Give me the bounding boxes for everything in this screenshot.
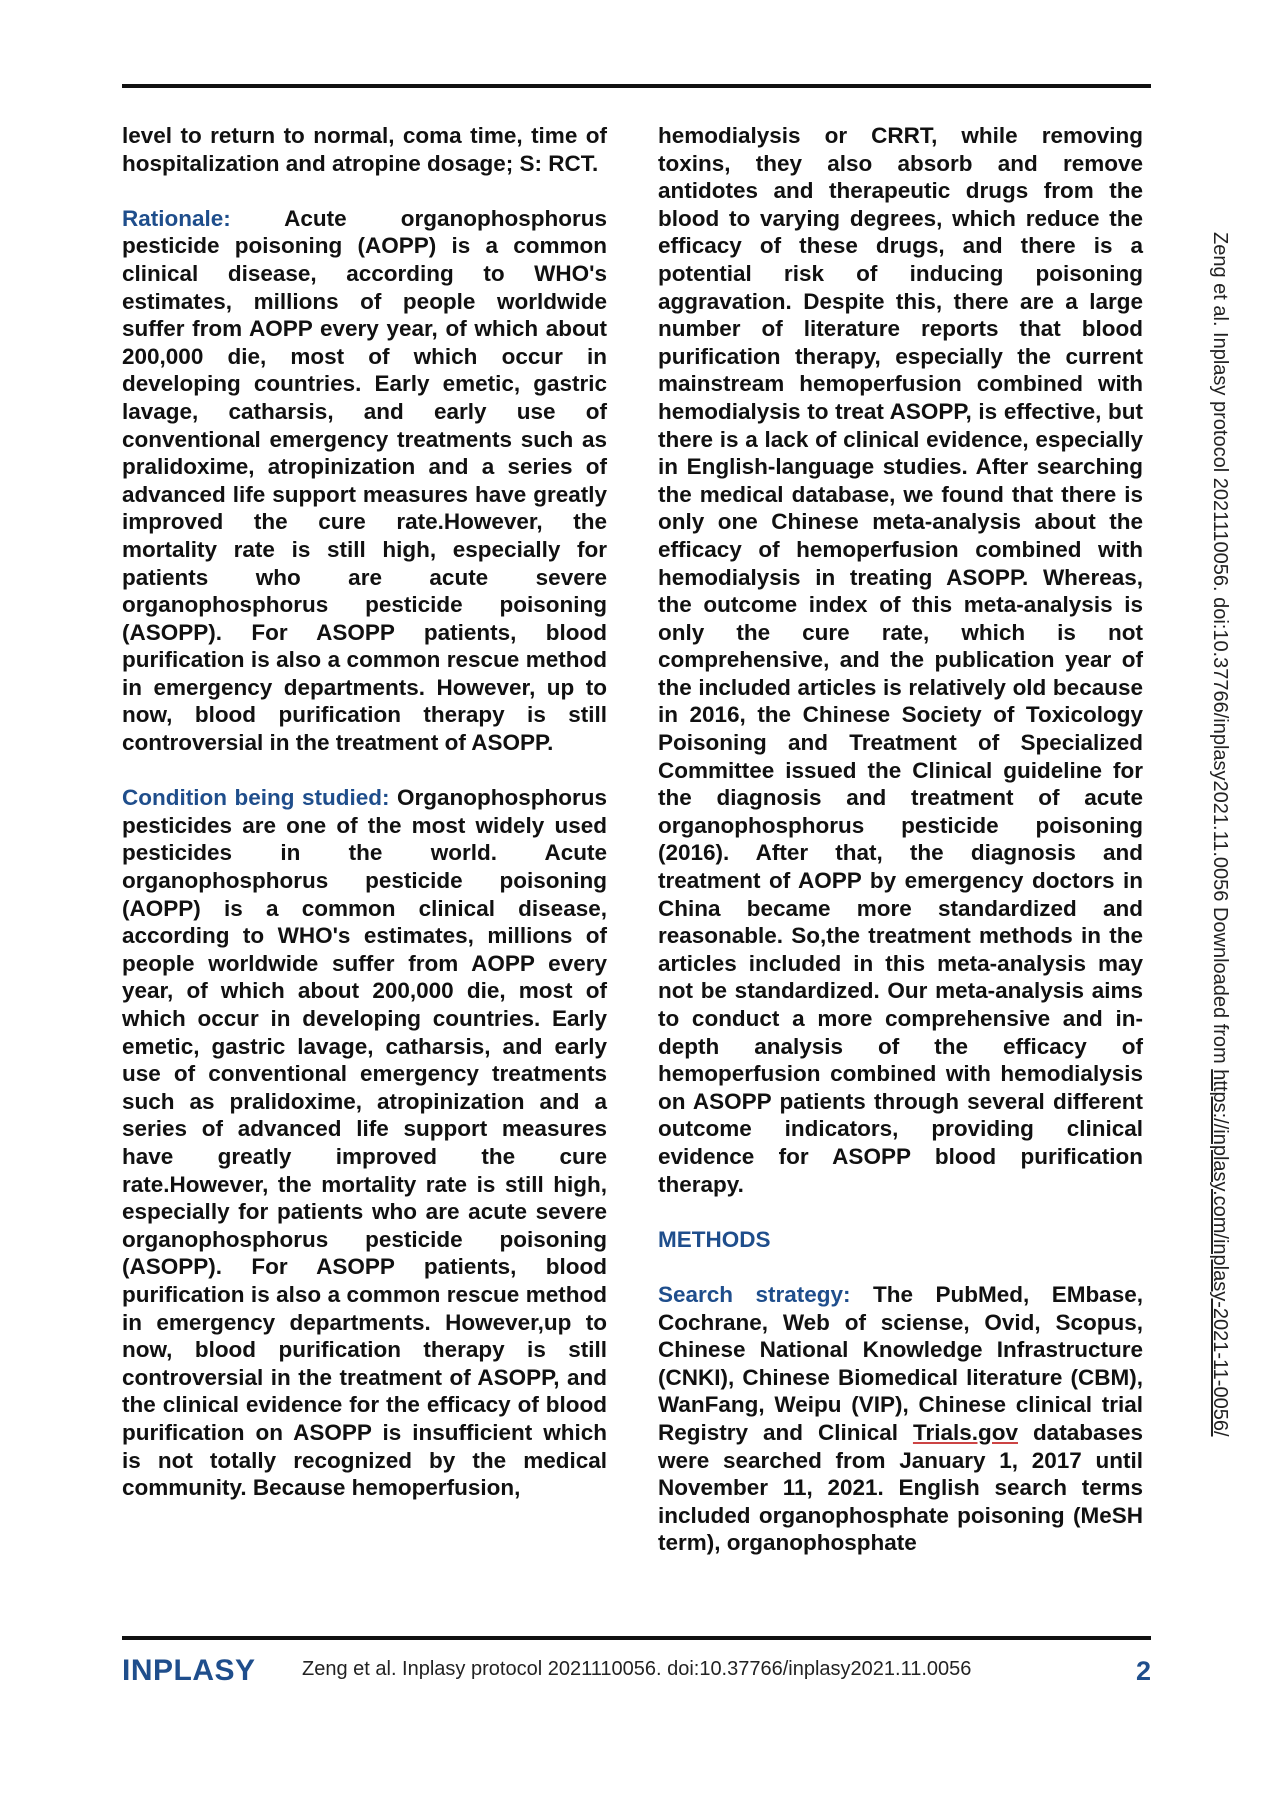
search-strategy-paragraph [658, 1281, 1143, 1557]
left-column [122, 122, 607, 1529]
footer-citation: Zeng et al. Inplasy protocol 2021110056. doi:10.37766/inplasy2021.11.0056 [302, 1658, 972, 1680]
rationale-text: Acute organophosphorus pesticide poisoning (AOPP) is a common clinical disease, according to WHO's estimates, millions of people worldwide suffer from AOPP every year, of which about 200,000 die, most of which occur in developing countries. Early emetic, gastric lavage, catharsis, and early use of conventional emergency treatments such as pralidoxime, atropinization and a series of advanced life support measures have greatly improved the cure rate.However, the mortality rate is still high, especially for patients who are acute severe organophosphorus pesticide poisoning (ASOPP). For ASOPP patients, blood purification is also a common rescue method in emergency departments. However, up to now, blood purification therapy is still controversial in the treatment of ASOPP. [122, 205, 607, 756]
methods-heading: METHODS [658, 1226, 771, 1252]
side-download-note [1208, 232, 1232, 1552]
page-footer [122, 1654, 1151, 1694]
side-note-link[interactable]: https://inplasy.com/inplasy-2021-11-0056/ [1209, 1069, 1231, 1437]
search-text-before: The PubMed, EMbase, Cochrane, Web of sciense, Ovid, Scopus, Chinese National Knowledge Infrastructure (CNKI), Chinese Biomedical literature (CBM), WanFang, Weipu (VIP), Chinese clinical trial Registry and Clinical [658, 1281, 1143, 1445]
continued-paragraph: level to return to normal, coma time, time of hospitalization and atropine dosage; S: RCT. [122, 123, 607, 176]
search-strategy-heading: Search strategy: [658, 1281, 851, 1307]
inplasy-logo: INPLASY [122, 1654, 256, 1687]
right-column [658, 122, 1143, 1584]
bottom-rule [122, 1636, 1151, 1640]
page-number: 2 [1135, 1656, 1151, 1686]
top-rule [122, 84, 1151, 88]
condition-paragraph [122, 784, 607, 1501]
rationale-paragraph [122, 205, 607, 757]
rationale-heading: Rationale: [122, 205, 231, 231]
trials-gov-link[interactable]: Trials.gov [912, 1419, 1018, 1445]
side-note-text: Zeng et al. Inplasy protocol 2021110056. doi:10.37766/inplasy2021.11.0056 Downloaded from [1209, 232, 1231, 1070]
search-text-after: databases were searched from January 1, 2017 until November 11, 2021. English search terms included organophosphate poisoning (MeSH term), organophosphate [658, 1419, 1144, 1556]
continued-paragraph-right: hemodialysis or CRRT, while removing toxins, they also absorb and remove antidotes and therapeutic drugs from the blood to varying degrees, which reduce the efficacy of these drugs, and there is a potential risk of inducing poisoning aggravation. Despite this, there are a large number of literature reports that blood purification therapy, especially the current mainstream hemoperfusion combined with hemodialysis to treat ASOPP, is effective, but there is a lack of clinical evidence, especially in English-language studies. After searching the medical database, we found that there is only one Chinese meta-analysis about the efficacy of hemoperfusion combined with hemodialysis in treating ASOPP. Whereas, the outcome index of this meta-analysis is only the cure rate, which is not comprehensive, and the publication year of the included articles is relatively old because in 2016, the Chinese Society of Toxicology Poisoning and Treatment of Specialized Committee issued the Clinical guideline for the diagnosis and treatment of acute organophosphorus pesticide poisoning (2016). After that, the diagnosis and treatment of AOPP by emergency doctors in China became more standardized and reasonable. So,the treatment methods in the articles included in this meta-analysis may not be standardized. Our meta-analysis aims to conduct a more comprehensive and in-depth analysis of the efficacy of hemoperfusion combined with hemodialysis on ASOPP patients through several different outcome indicators, providing clinical evidence for ASOPP blood purification therapy. [658, 123, 1143, 1197]
condition-text: Organophosphorus pesticides are one of the most widely used pesticides in the world. Acute organophosphorus pesticide poisoning (AOPP) is a common clinical disease, according to WHO's estimates, millions of people worldwide suffer from AOPP every year, of which about 200,000 die, most of which occur in developing countries. Early emetic, gastric lavage, catharsis, and early use of conventional emergency treatments such as pralidoxime, atropinization and a series of advanced life support measures have greatly improved the cure rate.However, the mortality rate is still high, especially for patients who are acute severe organophosphorus pesticide poisoning (ASOPP). For ASOPP patients, blood purification is also a common rescue method in emergency departments. However,up to now, blood purification therapy is still controversial in the treatment of ASOPP, and the clinical evidence for the efficacy of blood purification on ASOPP is insufficient which is not totally recognized by the medical community. Because hemoperfusion, [122, 785, 607, 1501]
condition-heading: Condition being studied: [122, 785, 390, 811]
